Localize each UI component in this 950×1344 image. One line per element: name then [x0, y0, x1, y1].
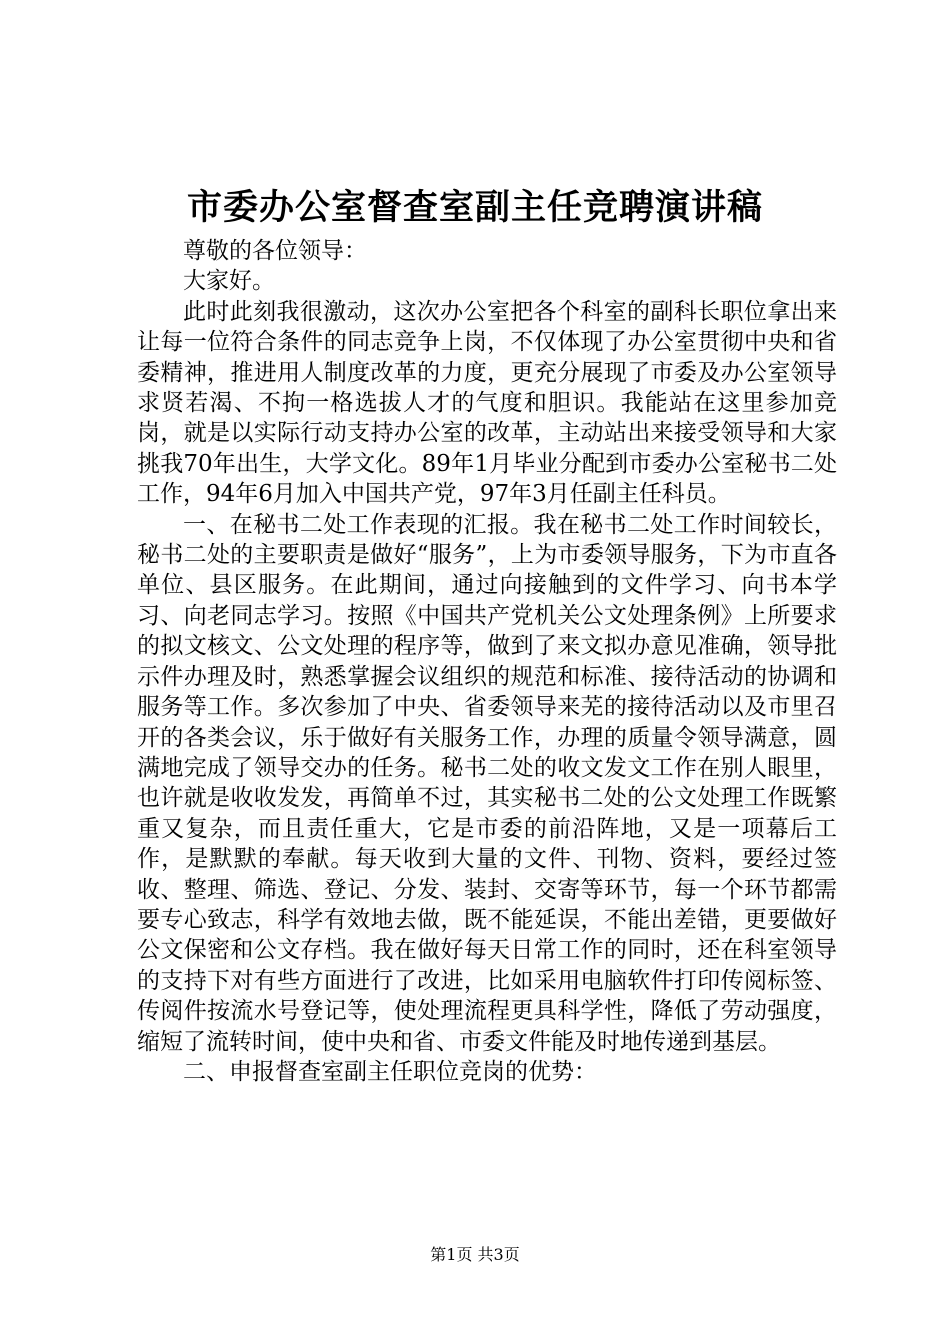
intro-paragraph: 此时此刻我很激动，这次办公室把各个科室的副科长职位拿出来让每一位符合条件的同志竞争上岗，不仅体现了办公室贯彻中央和省委精神，推进用人制度改革的力度，更充分展现了市委及办公室领导求贤若渴、不拘一格选拔人才的气度和胆识。我能站在这里参加竞岗，就是以实际行动支持办公室的改革，主动站出来接受领导和大家挑我70年出生，大学文化。89年1月毕业分配到市委办公室秘书二处工作，94年6月加入中国共产党，97年3月任副主任科员。: [137, 298, 837, 508]
salutation-paragraph: 尊敬的各位领导：: [183, 238, 367, 264]
document-title: 市委办公室督查室副主任竞聘演讲稿: [186, 187, 763, 228]
document-body: [137, 236, 837, 1087]
page-number-footer: 第1页 共3页: [430, 1245, 520, 1264]
greeting-paragraph: 大家好。: [183, 268, 275, 295]
section-two-heading: 二、申报督查室副主任职位竞岗的优势：: [183, 1058, 597, 1085]
section-one-paragraph: 一、在秘书二处工作表现的汇报。我在秘书二处工作时间较长，秘书二处的主要职责是做好“服务”，上为市委领导服务，下为市直各单位、县区服务。在此期间，通过向接触到的文件学习、向书本学习、向老同志学习。按照《中国共产党机关公文处理条例》上所要求的拟文核文、公文处理的程序等，做到了来文拟办意见准确，领导批示件办理及时，熟悉掌握会议组织的规范和标准、接待活动的协调和服务等工作。多次参加了中央、省委领导来芜的接待活动以及市里召开的各类会议，乐于做好有关服务工作，办理的质量令领导满意，圆满地完成了领导交办的任务。秘书二处的收文发文工作在别人眼里，也许就是收收发发，再简单不过，其实秘书二处的公文处理工作既繁重又复杂，而且责任重大，它是市委的前沿阵地，又是一项幕后工作，是默默的奉献。每天收到大量的文件、刊物、资料，要经过签收、整理、筛选、登记、分发、装封、交寄等环节，每一个环节都需要专心致志，科学有效地去做，既不能延误，不能出差错，更要做好公文保密和公文存档。我在做好每天日常工作的同时，还在科室领导的支持下对有些方面进行了改进，比如采用电脑软件打印传阅标签、传阅件按流水号登记等，使处理流程更具科学性，降低了劳动强度，缩短了流转时间，使中央和省、市委文件能及时地传递到基层。: [137, 511, 837, 1055]
